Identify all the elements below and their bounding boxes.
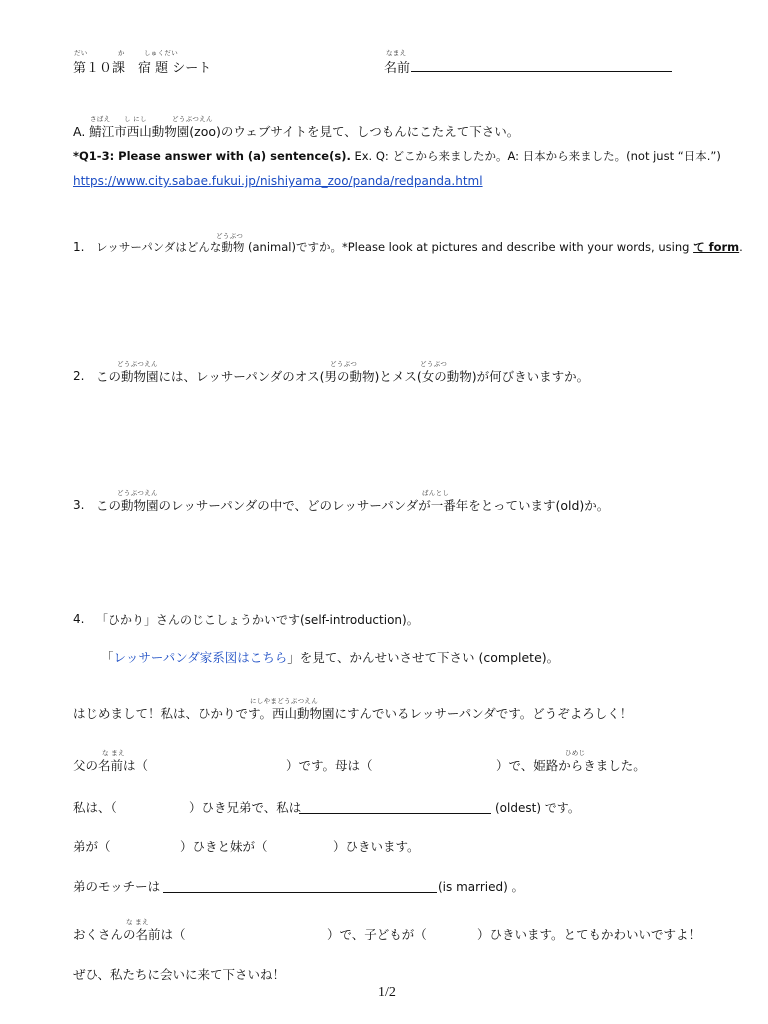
q4-number: 4.	[73, 612, 85, 626]
q3-number: 3.	[73, 498, 85, 512]
instruction-example: Ex. Q: どこから来ましたか。A: 日本から来ました。(not just “日本.”)	[350, 149, 721, 163]
line5-a: おくさんの名前は（	[73, 927, 186, 942]
q3-ruby-bantoshi: ばんとし	[422, 489, 450, 497]
q4-text: 「ひかり」さんのじこしょうかいです(self-introduction)。	[96, 613, 419, 627]
ruby-shinishi: し にし	[124, 115, 147, 123]
q4-link-close: 」を見て、かんせいさせて下さい (complete)。	[287, 650, 560, 665]
line5-b: ）で、子どもが（	[327, 927, 427, 942]
line3-b: ）ひきと妹が（	[180, 839, 268, 854]
ruby-sabae: さばえ	[90, 115, 111, 123]
intro-ruby: にしやまどうぶつえん	[250, 697, 318, 705]
q2-ruby-doubutsu-2: どうぶつ	[420, 360, 448, 368]
line1-b: ）です。母は（	[286, 758, 373, 773]
line1-ruby-namae: な まえ	[102, 749, 125, 757]
ruby-dai: だい	[74, 49, 88, 57]
instruction-bold: *Q1-3: Please answer with (a) sentence(s).	[73, 149, 351, 163]
line2-c: (oldest) です。	[495, 801, 580, 815]
section-a-intro: A. 鯖江市西山動物園(zoo)のウェブサイトを見て、しつもんにこたえて下さい。	[73, 124, 520, 139]
worksheet-title: 第１０課 宿 題 シート	[73, 61, 212, 76]
q1-text-main: レッサーパンダはどんな動物 (animal)ですか。*Please look at pictures and describe with your words, using	[96, 240, 694, 254]
family-tree-link[interactable]: レッサーパンダ家系図はこちら	[113, 650, 288, 665]
q4-link-open: 「	[101, 650, 114, 665]
name-field[interactable]	[411, 61, 672, 72]
line6: ぜひ、私たちに会いに来て下さいね！	[73, 967, 286, 982]
line4-a: 弟のモッチーは	[73, 879, 161, 894]
q2-ruby-doubutsuen: どうぶつえん	[117, 360, 158, 368]
name-label: 名前	[384, 61, 411, 76]
q1-number: 1.	[73, 240, 85, 254]
line5-ruby-namae: な まえ	[126, 918, 149, 926]
line3-a: 弟が（	[73, 839, 111, 854]
q2-ruby-doubutsu-1: どうぶつ	[330, 360, 358, 368]
instruction-line	[73, 148, 721, 164]
married-blank[interactable]	[163, 882, 437, 893]
ruby-shukudai: しゅくだい	[144, 49, 178, 57]
q2-number: 2.	[73, 369, 85, 383]
line1-c: ）で、姫路からきました。	[496, 758, 646, 773]
line5-c: ）ひきいます。とてもかわいいですよ！	[477, 927, 702, 942]
q4-instruction	[101, 648, 559, 666]
q3-text: この動物園のレッサーパンダの中で、どのレッサーパンダが一番年をとっています(old)か。	[96, 498, 610, 513]
oldest-blank[interactable]	[299, 803, 491, 814]
ruby-ka: か	[118, 49, 125, 57]
ruby-namae: なまえ	[386, 49, 407, 57]
q3-ruby-doubutsuen: どうぶつえん	[117, 489, 158, 497]
line1-ruby-himeji: ひめじ	[565, 749, 586, 757]
q1-text	[96, 239, 743, 255]
line2-b: ）ひき兄弟で、私は	[189, 800, 302, 815]
line1-a: 父の名前は（	[73, 758, 149, 773]
ruby-doubutsuen: どうぶつえん	[172, 115, 213, 123]
q1-ruby: どうぶつ	[216, 232, 244, 240]
q2-text: この動物園には、レッサーパンダのオス(男の動物)とメス(女の動物)が何びきいますか。	[96, 369, 590, 384]
redpanda-url-link[interactable]: https://www.city.sabae.fukui.jp/nishiyama_zoo/panda/redpanda.html	[73, 174, 483, 188]
line3-c: ）ひきいます。	[333, 839, 420, 854]
page-number: 1/2	[378, 985, 396, 1000]
intro-paragraph: はじめまして！私は、ひかりです。西山動物園にすんでいるレッサーパンダです。どうぞよろしく！	[73, 706, 633, 721]
line2-a: 私は、（	[73, 800, 117, 815]
q1-text-end: .	[739, 240, 743, 254]
line4-b: (is married) 。	[438, 880, 524, 894]
q1-text-bold: て form	[693, 240, 740, 254]
